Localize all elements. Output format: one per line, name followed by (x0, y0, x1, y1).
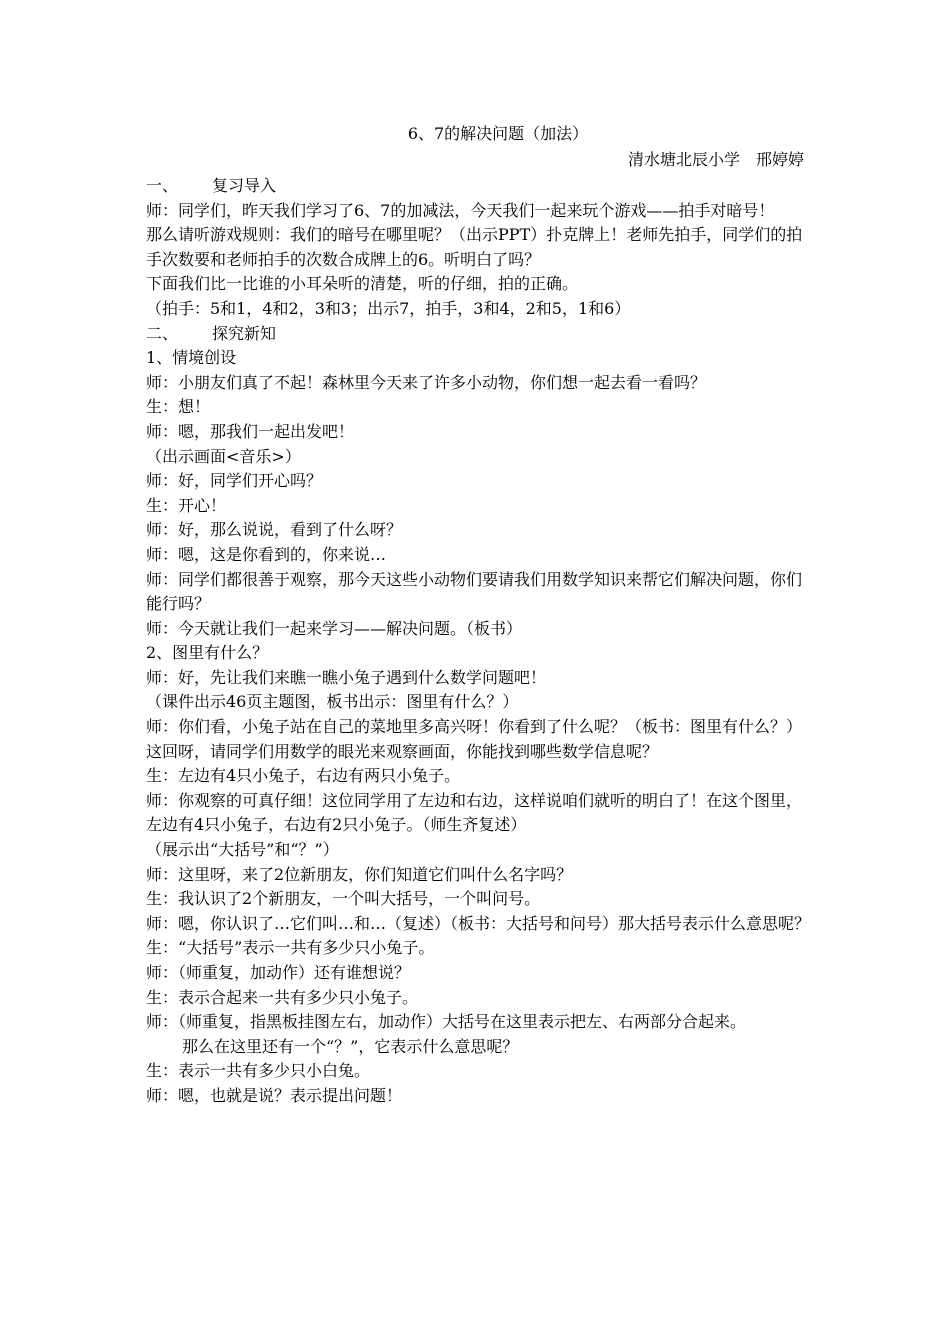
paragraph: 那么请听游戏规则：我们的暗号在哪里呢？（出示PPT）扑克牌上！老师先拍手，同学们的拍手次数要和老师拍手的次数合成牌上的6。听明白了吗？ (146, 225, 803, 269)
paragraph: （出示画面<音乐>） (146, 446, 301, 466)
paragraph: 生：“大括号”表示一共有多少只小兔子。 (146, 938, 435, 958)
paragraph: 师：好，先让我们来瞧一瞧小兔子遇到什么数学问题吧！ (146, 667, 547, 687)
section-label: 复习导入 (212, 176, 277, 195)
section-heading-2 (146, 322, 810, 347)
paragraph: 师：小朋友们真了不起！森林里今天来了许多小动物，你们想一起去看一看吗？ (146, 372, 707, 392)
paragraph: 下面我们比一比谁的小耳朵听的清楚，听的仔细，拍的正确。 (146, 274, 579, 294)
paragraph: 师：今天就让我们一起来学习——解决问题。（板书） (146, 618, 523, 638)
paragraph: （展示出“大括号”和“？”） (146, 840, 339, 860)
subheading: 2、图里有什么？ (146, 643, 269, 663)
paragraph: 生：表示合起来一共有多少只小兔子。 (146, 987, 419, 1007)
paragraph: 师：你们看，小兔子站在自己的菜地里多高兴呀！你看到了什么呢？（板书：图里有什么？）这回呀，请同学们用数学的眼光来观察画面，你能找到哪些数学信息呢？ (146, 717, 803, 761)
paragraph: 师：嗯，这是你看到的，你来说… (146, 544, 387, 564)
paragraph: 师：好，那么说说，看到了什么呀？ (146, 520, 403, 540)
paragraph: 师：你观察的可真仔细！这位同学用了左边和右边，这样说咱们就听的明白了！在这个图里，左边有4只小兔子，右边有2只小兔子。（师生齐复述） (146, 790, 803, 835)
paragraph: （课件出示46页主题图，板书出示：图里有什么？） (146, 692, 519, 712)
paragraph: 生：我认识了2个新朋友，一个叫大括号，一个叫问号。 (146, 889, 541, 909)
paragraph: 师：（师重复，指黑板挂图左右，加动作）大括号在这里表示把左、右两部分合起来。 (146, 1012, 747, 1032)
document-page (146, 122, 810, 1109)
section-number: 一、 (146, 176, 179, 195)
section-number: 二、 (146, 323, 179, 343)
paragraph: 生：表示一共有多少只小白兔。 (146, 1061, 371, 1081)
paragraph: 师：同学们都很善于观察，那今天这些小动物们要请我们用数学知识来帮它们解决问题，你们能行吗？ (146, 569, 803, 614)
paragraph: 师：好，同学们开心吗？ (146, 471, 323, 491)
section-heading-1 (146, 174, 810, 199)
document-title: 6、7的解决问题（加法） (407, 124, 589, 143)
paragraph: 师：（师重复，加动作）还有谁想说？ (146, 963, 411, 982)
paragraph: 师：嗯，那我们一起出发吧！ (146, 421, 355, 441)
paragraph: 师：嗯，也就是说？表示提出问题！ (146, 1085, 403, 1105)
paragraph: 师：嗯，你认识了…它们叫…和…（复述）（板书：大括号和问号）那大括号表示什么意思呢？ (146, 913, 811, 933)
paragraph: 生：左边有4只小兔子，右边有两只小兔子。 (146, 766, 461, 786)
paragraph: 那么在这里还有一个“？”，它表示什么意思呢？ (182, 1036, 519, 1056)
document-author: 清水塘北辰小学 邢婷婷 (627, 150, 804, 169)
paragraph: 师：这里呀，来了2位新朋友，你们知道它们叫什么名字吗？ (146, 864, 573, 884)
paragraph: 生：开心！ (146, 495, 227, 515)
section-label: 探究新知 (212, 323, 277, 343)
paragraph: 师：同学们，昨天我们学习了6、7的加减法，今天我们一起来玩个游戏——拍手对暗号！ (146, 200, 775, 220)
subheading: 1、情境创设 (146, 348, 237, 368)
paragraph: （拍手：5和1，4和2，3和3；出示7，拍手，3和4，2和5，1和6） (146, 298, 631, 318)
paragraph: 生：想！ (146, 397, 211, 417)
